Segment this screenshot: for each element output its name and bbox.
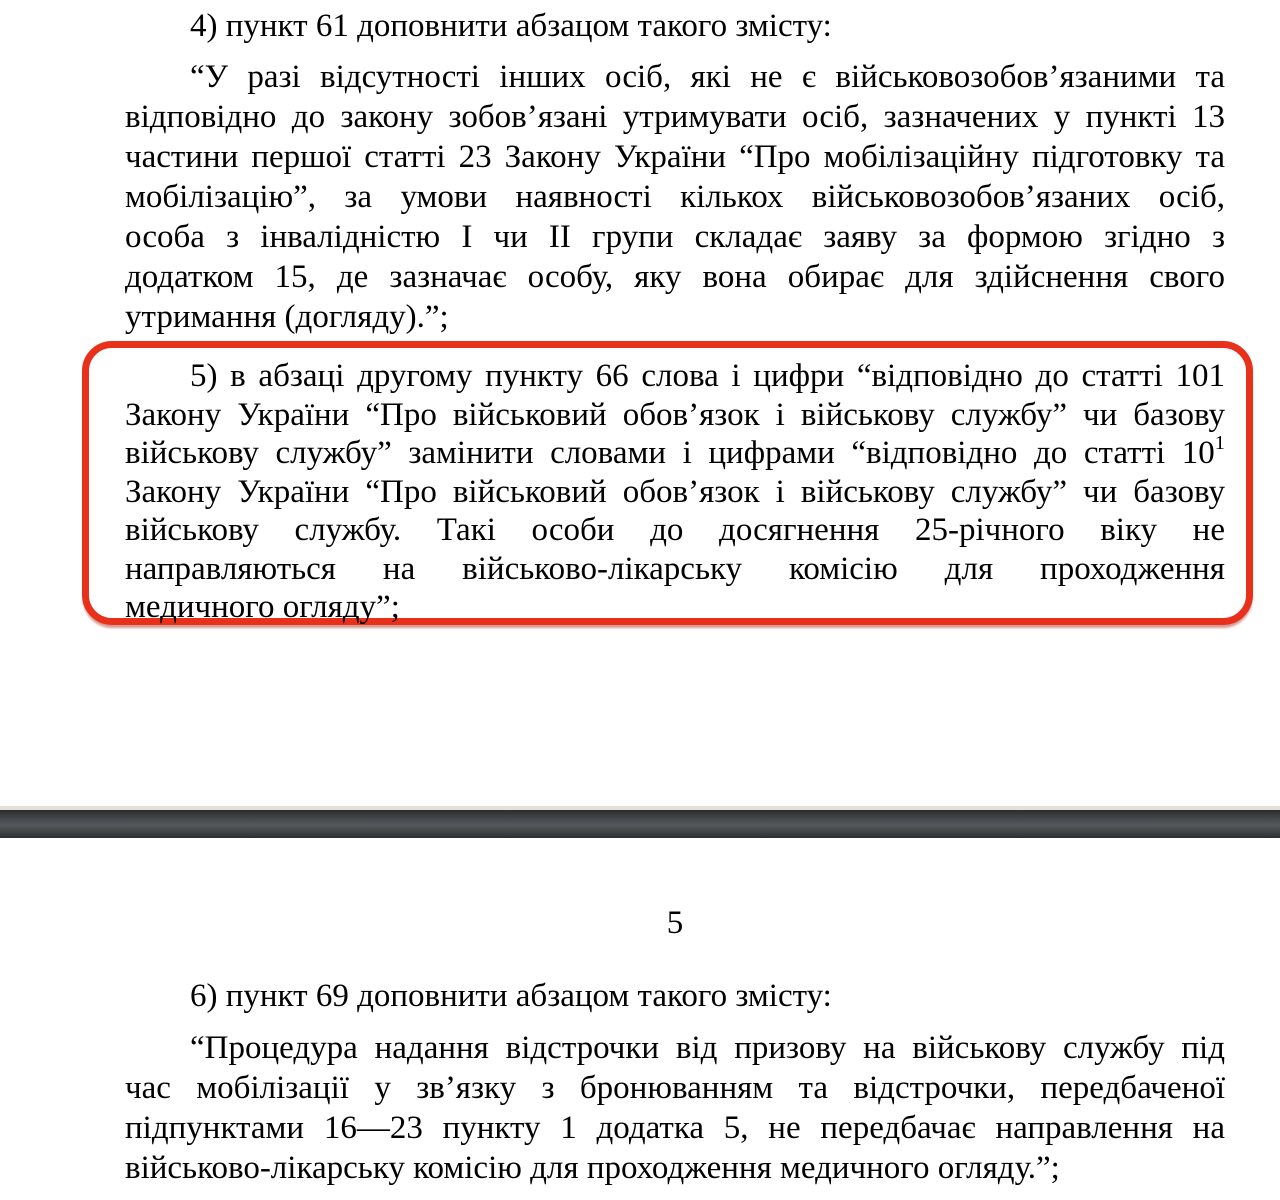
text-line: час мобілізації у зв’язку з бронюванням та відстрочки, передбаченої xyxy=(125,1070,1225,1106)
text-line: особа з інвалідністю І чи ІІ групи складає заяву за формою згідно з xyxy=(125,219,1225,255)
clause-4-paragraph xyxy=(125,57,1225,337)
text-line: утримання (догляду).”; xyxy=(125,299,449,335)
text-line: “У разі відсутності інших осіб, які не є військовозобов’язаними та xyxy=(190,59,1225,95)
text-line: Закону України “Про військовий обов’язок і військову службу” чи базову xyxy=(125,473,1225,510)
page-number: 5 xyxy=(666,905,684,941)
text-line: додатком 15, де зазначає особу, яку вона обирає для здійснення свого xyxy=(125,259,1225,295)
text-line: медичного огляду”; xyxy=(125,589,400,625)
text-line: 5) в абзаці другому пункту 66 слова і цифри “відповідно до статті 101 xyxy=(190,358,1225,394)
text-line: Закону України “Про військовий обов’язок і військову службу” чи базову xyxy=(125,396,1225,433)
text-line: військову службу. Такі особи до досягнення 25-річного віку не xyxy=(125,512,1225,548)
text-line: мобілізацію”, за умови наявності кількох військовозобов’язаних осіб, xyxy=(125,179,1225,215)
text-line: “Процедура надання відстрочки від призову на військову службу під xyxy=(190,1030,1225,1066)
superscript-digit: 1 xyxy=(1214,432,1225,454)
page-break-bar xyxy=(0,810,1280,838)
clause-4-heading: 4) пункт 61 доповнити абзацом такого змісту: xyxy=(190,8,832,44)
text-line xyxy=(125,434,1225,473)
text-line: направляються на військово-лікарську комісію для проходження xyxy=(125,550,1225,587)
text-line: підпунктами 16—23 пункту 1 додатка 5, не передбачає направлення на xyxy=(125,1110,1225,1146)
clause-6-paragraph xyxy=(125,1028,1225,1188)
text-line: частини першої статті 23 Закону України “Про мобілізаційну підготовку та xyxy=(125,139,1225,175)
text-line-segment: військову службу” замінити словами і цифрами “відповідно до статті 10 xyxy=(125,435,1215,471)
text-line: військово-лікарську комісію для проходження медичного огляду.”; xyxy=(125,1150,1060,1186)
clause-6-heading: 6) пункт 69 доповнити абзацом такого змісту: xyxy=(190,978,832,1014)
clause-5-paragraph xyxy=(125,357,1225,627)
text-line: відповідно до закону зобов’язані утримувати осіб, зазначених у пункті 13 xyxy=(125,99,1225,135)
